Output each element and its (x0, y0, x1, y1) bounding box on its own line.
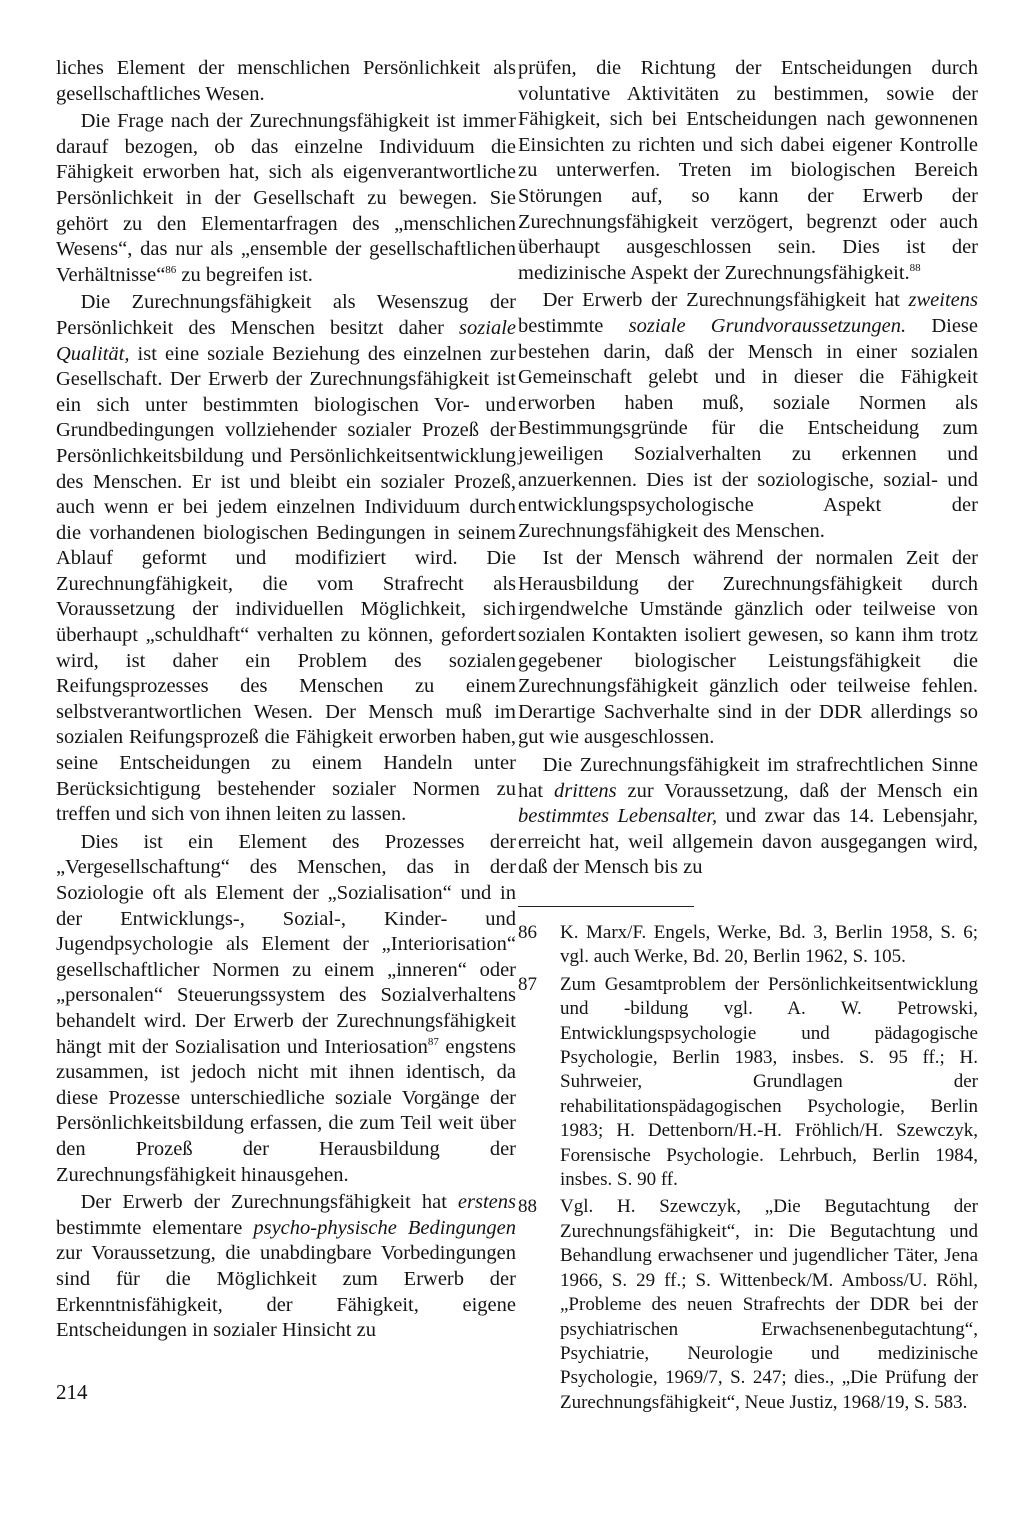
text-run: prüfen, die Richtung der Entscheidungen durch voluntative Aktivitäten zu bestimmen, sowie der Fähigkeit, sich bei Entscheidungen nach gewonnenen Einsichten zu richten und sich dabei eigener Kontrolle zu unterwerfen. Treten im biologischen Bereich Störungen auf, so kann der Erwerb der Zurechnungsfähigkeit verzögert, begrenzt oder auch überhaupt ausgeschlossen sein. Dies ist der medizinische Aspekt der Zurechnungsfähigkeit. (518, 57, 978, 284)
paragraph (518, 56, 978, 286)
footnote (518, 1195, 978, 1415)
footnote-text: Zum Gesamtproblem der Persönlichkeitsentwicklung und -bildung vgl. A. W. Petrowski, Entwicklungspsychologie und pädagogische Psychologie, Berlin 1983, insbes. S. 95 ff.; H. Suhrweier, Grundlagen der rehabilitationspädagogischen Psychologie, Berlin 1983; H. Dettenborn/H.-H. Fröhlich/H. Szewczyk, Forensische Psychologie. Lehrbuch, Berlin 1984, insbes. S. 90 ff. (560, 973, 978, 1191)
text-run: Die Frage nach der Zurechnungsfähigkeit ist immer darauf bezogen, ob das einzelne Individuum die Fähigkeit erworben hat, sich als eigenverantwortliche Persönlichkeit in der Gesellschaft zu bewegen. Sie gehört zu den Elementarfragen des „menschlichen Wesens“, das nur als „ensemble der gesellschaftlichen Verhältnisse“ (56, 110, 516, 286)
emphasized-text: bestimmtes Lebensalter, (518, 805, 718, 828)
emphasized-text: psycho-physische Bedingungen (253, 1216, 516, 1239)
paragraph (56, 290, 516, 827)
emphasized-text: soziale Grundvoraussetzungen. (628, 314, 907, 337)
footnote-reference: 88 (909, 261, 921, 274)
paragraph (56, 1190, 516, 1344)
text-run: zu begreifen ist. (176, 263, 313, 286)
text-run: Die Zurechnungsfähigkeit als Wesenszug der Persönlichkeit des Menschen besitzt daher (56, 291, 516, 339)
footnote-reference: 87 (427, 1035, 439, 1048)
emphasized-text: zweitens (908, 289, 978, 312)
footnote-number: 88 (518, 1196, 537, 1218)
paragraph (56, 109, 516, 288)
text-run: engstens zusammen, ist jedoch nicht mit ihnen identisch, da diese Prozesse unterschiedliche soziale Vorgänge der Persönlichkeitsbildung erfassen, die zum Teil weit über den Prozeß der Herausbildung der Zurechnungsfähigkeit hinausgehen. (56, 1035, 516, 1186)
text-run: zur Voraussetzung, die unabdingbare Vorbedingungen sind für die Möglichkeit zum Erwerb der Erkenntnisfähigkeit, der Fähigkeit, eigene Entscheidungen in sozialer Hinsicht zu (56, 1242, 516, 1342)
paragraph (518, 753, 978, 881)
page-number: 214 (56, 1380, 88, 1404)
text-run: bestimmte elementare (56, 1216, 254, 1239)
text-run: bestimmte (518, 314, 629, 337)
footnote-divider (518, 906, 694, 907)
emphasized-text: drittens (553, 779, 617, 802)
text-run: ist eine soziale Beziehung des einzelnen zur Gesellschaft. Der Erwerb der Zurechnungsfähigkeit ist ein sich unter bestimmten biologischen Vor- und Grundbedingungen vollziehender sozialer Prozeß der Persönlichkeitsbildung und Persönlichkeitsentwicklung des Menschen. Er ist und bleibt ein sozialer Prozeß, auch wenn er bei jedem einzelnen Individuum durch die vorhandenen biologischen Bedingungen in seinem Ablauf geformt und modifiziert wird. Die Zurechnungfähigkeit, die vom Strafrecht als Voraussetzung der individuellen Möglichkeit, sich überhaupt „schuldhaft“ verhalten zu können, gefordert wird, ist daher ein Problem des sozialen Reifungsprozesses des Menschen zu einem selbstverantwortlichen Wesen. Der Mensch muß im sozialen Reifungsprozeß die Fähigkeit erworben haben, seine Entscheidungen zu einem Handeln unter Berücksichtigung bestehender sozialer Normen zu treffen und sich von ihnen leiten zu lassen. (56, 342, 516, 826)
text-run: zur Voraussetzung, daß der Mensch ein (616, 779, 978, 802)
paragraph (56, 830, 516, 1188)
footnotes (518, 921, 978, 1415)
right-column (518, 56, 978, 881)
text-run: Ist der Mensch während der normalen Zeit der Herausbildung der Zurechnungsfähigkeit durch irgendwelche Umstände gänzlich oder teilweise von sozialen Kontakten isoliert gewesen, so kann ihm trotz gegebener biologischer Leistungsfähigkeit die Zurechnungsfähigkeit gänzlich oder teilweise fehlen. Derartige Sachverhalte sind in der DDR allerdings so gut wie ausgeschlossen. (518, 547, 978, 749)
text-run: Der Erwerb der Zurechnungsfähigkeit hat (80, 1191, 458, 1214)
text-run: Der Erwerb der Zurechnungsfähigkeit hat (542, 289, 909, 312)
text-run: und zwar das 14. Lebensjahr, erreicht hat, weil allgemein davon ausgegangen wird, daß der Mensch bis zu (518, 805, 978, 879)
footnote (518, 973, 978, 1193)
left-column (56, 56, 516, 1344)
footnote-reference: 86 (165, 263, 177, 276)
text-run: liches Element der menschlichen Persönlichkeit als gesellschaftliches Wesen. (56, 57, 516, 105)
footnote-text: Vgl. H. Szewczyk, „Die Begutachtung der Zurechnungsfähigkeit“, in: Die Begutachtung und Behandlung erwachsener und jugendlicher Täter, Jena 1966, S. 29 ff.; S. Wittenbeck/M. Amboss/U. Röhl, „Probleme des neuen Strafrechts der DDR bei der psychiatrischen Erwachsenenbegutachtung“, Psychiatrie, Neurologie und medizinische Psychologie, 1969/7, S. 247; dies., „Die Prüfung der Zurechnungsfähigkeit“, Neue Justiz, 1968/19, S. 583. (560, 1196, 978, 1413)
text-run: Dies ist ein Element des Prozesses der „Vergesellschaftung“ des Menschen, das in der Soziologie oft als Element der „Sozialisation“ und in der Entwicklungs-, Sozial-, Kinder- und Jugendpsychologie als Element der „Interiorisation“ gesellschaftlicher Normen zu einem „inneren“ oder „personalen“ Steuerungssystem des Sozialverhaltens behandelt wird. Der Erwerb der Zurechnungsfähigkeit hängt mit der Sozialisation und Interiosation (56, 830, 516, 1058)
paragraph (56, 56, 516, 107)
footnote (518, 921, 978, 970)
emphasized-text: soziale Qualität, (56, 316, 516, 365)
paragraph (518, 288, 978, 544)
text-run: Die Zurechnungsfähigkeit im strafrechtlichen Sinne hat (518, 754, 978, 802)
paragraph (518, 546, 978, 751)
text-run: Diese bestehen darin, daß der Mensch in einer sozialen Gemeinschaft gelebt und in dieser die Fähigkeit erworben haben muß, soziale Normen als Bestimmungsgründe für die Entscheidung zum jeweiligen Sozialverhalten zu erkennen und anzuerkennen. Dies ist der soziologische, sozial- und entwicklungspsychologische Aspekt der Zurechnungsfähigkeit des Menschen. (518, 314, 978, 542)
footnote-number: 86 (518, 922, 537, 943)
footnote-number: 87 (518, 973, 537, 995)
footnote-text: K. Marx/F. Engels, Werke, Bd. 3, Berlin 1958, S. 6; vgl. auch Werke, Bd. 20, Berlin 1962, S. 105. (560, 922, 978, 968)
emphasized-text: erstens (457, 1191, 516, 1214)
